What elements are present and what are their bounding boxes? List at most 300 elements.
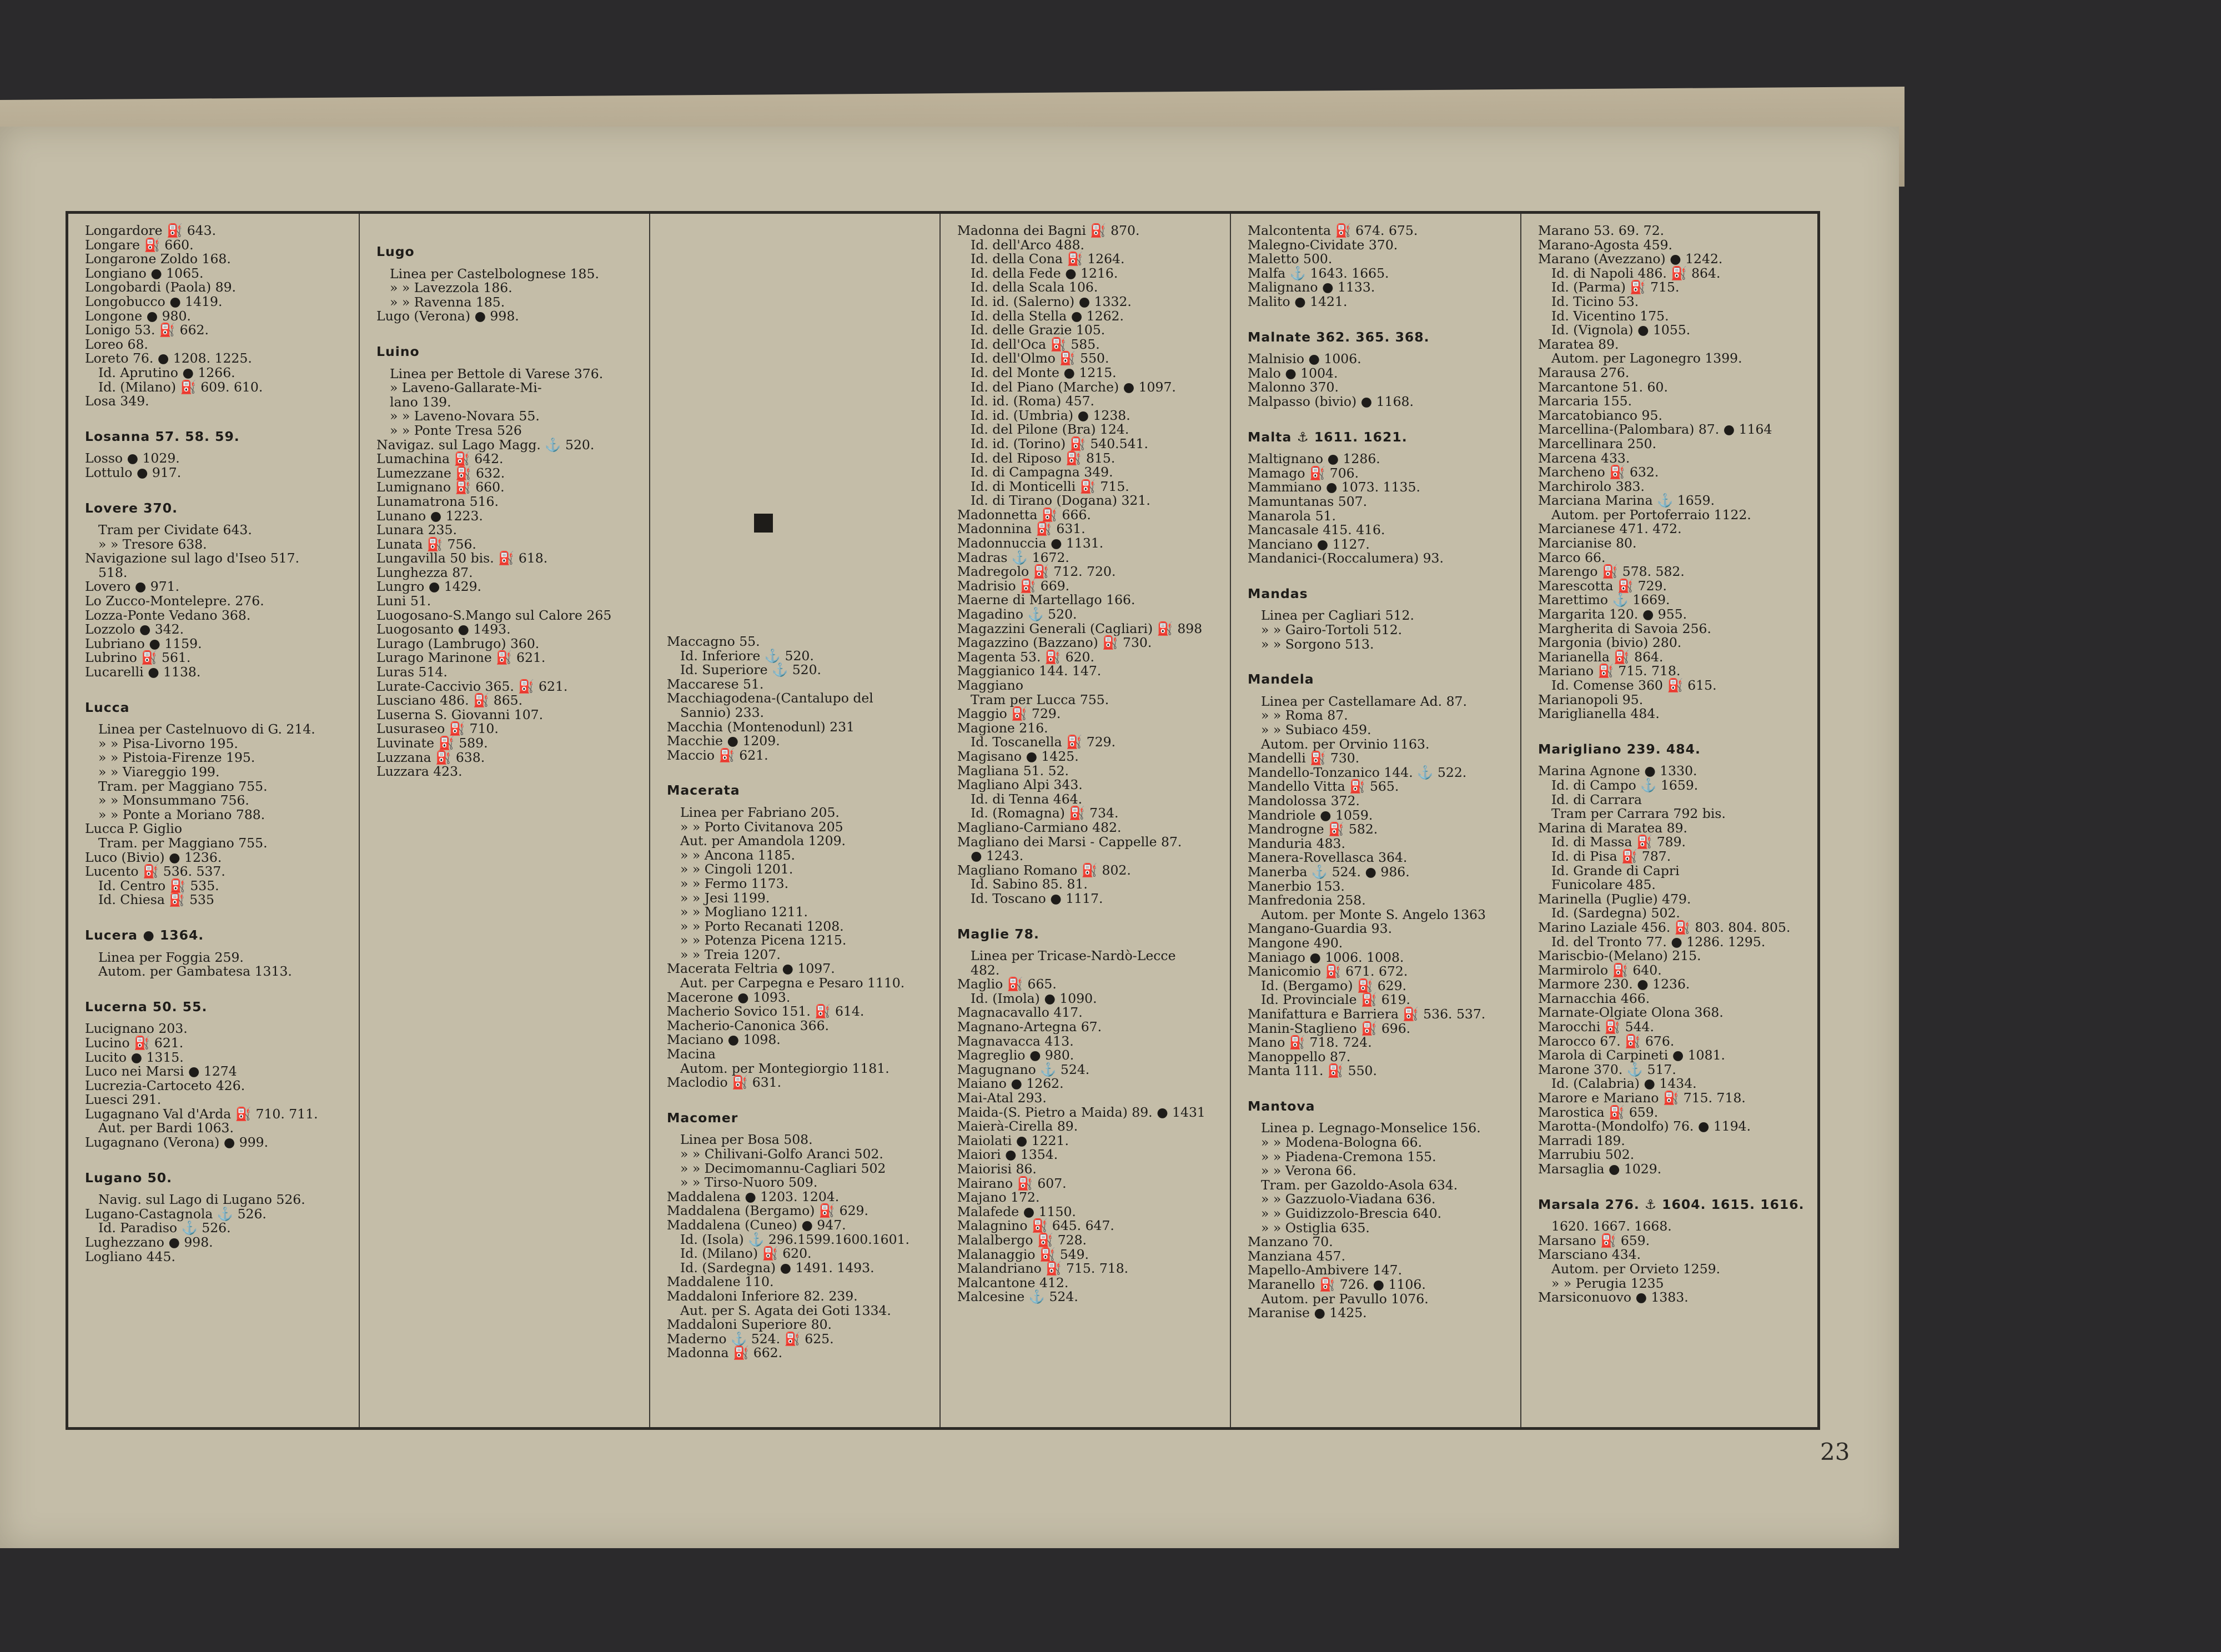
- index-entry: » » Jesi 1199.: [680, 890, 770, 906]
- index-entry: Id. del Pilone (Bra) 124.: [971, 421, 1129, 438]
- index-heading: Mandas: [1248, 585, 1308, 601]
- index-entry: Id. Toscanella ⛽ 729.: [971, 734, 1116, 750]
- index-entry: Linea p. Legnago-Monselice 156.: [1261, 1120, 1481, 1136]
- index-entry: Logliano 445.: [85, 1248, 175, 1264]
- index-entry: Marengo ⛽ 578. 582.: [1538, 564, 1685, 580]
- index-entry: Marcantone 51. 60.: [1538, 379, 1668, 395]
- index-entry: Lottulo ● 917.: [85, 464, 182, 480]
- index-entry: Maddaloni Superiore 80.: [667, 1317, 832, 1333]
- index-entry: Mamuntanas 507.: [1248, 493, 1368, 509]
- index-entry: Magliano Alpi 343.: [957, 777, 1083, 793]
- index-entry: Maiorisi 86.: [957, 1161, 1037, 1177]
- index-entry: Id. Grande di Capri: [1551, 862, 1680, 878]
- index-entry: Losa 349.: [85, 393, 149, 409]
- index-entry: Lunano ● 1223.: [376, 508, 483, 524]
- index-entry: Linea per Fabriano 205.: [680, 804, 840, 820]
- index-entry: Lusuraseo ⛽ 710.: [376, 721, 499, 737]
- index-entry: Luesci 291.: [85, 1092, 162, 1108]
- index-entry: Macchiagodena-(Cantalupo del: [667, 690, 873, 706]
- index-entry: Maggiano: [957, 677, 1023, 693]
- index-entry: Maerne di Martellago 166.: [957, 592, 1135, 608]
- index-entry: Id. Comense 360 ⛽ 615.: [1551, 677, 1717, 693]
- index-entry: Id. della Scala 106.: [971, 279, 1098, 295]
- index-column-1: [68, 214, 359, 1427]
- index-entry: » » Viareggio 199.: [98, 764, 220, 780]
- index-entry: » » Lavezzola 186.: [390, 280, 512, 296]
- index-entry: Longobardi (Paola) 89.: [85, 279, 237, 295]
- index-entry: Macchia (Montenodunl) 231: [667, 719, 855, 735]
- index-entry: Marotta-(Mondolfo) 76. ● 1194.: [1538, 1118, 1751, 1134]
- index-entry: Id. (Sardegna) 502.: [1551, 905, 1680, 921]
- index-entry: Id. Toscano ● 1117.: [971, 890, 1103, 906]
- index-column-4: [939, 214, 1230, 1427]
- index-entry: Lucino ⛽ 621.: [85, 1035, 184, 1051]
- index-entry: » » Cingoli 1201.: [680, 861, 793, 877]
- index-entry: Id. Provinciale ⛽ 619.: [1261, 992, 1411, 1008]
- index-entry: Magazzino (Bazzano) ⛽ 730.: [957, 635, 1152, 651]
- index-entry: Maranise ● 1425.: [1248, 1305, 1367, 1321]
- index-heading: Lovere 370.: [85, 500, 178, 516]
- index-entry: Maddaloni Inferiore 82. 239.: [667, 1288, 858, 1304]
- index-entry: Lucca P. Giglio: [85, 821, 183, 837]
- index-entry: Maciano ● 1098.: [667, 1032, 781, 1048]
- index-entry: Lucarelli ● 1138.: [85, 664, 201, 680]
- index-entry: Madrisio ⛽ 669.: [957, 578, 1070, 594]
- index-entry: Marnate-Olgiate Olona 368.: [1538, 1005, 1723, 1021]
- index-entry: Longare ⛽ 660.: [85, 237, 194, 253]
- index-entry: Macerata Feltria ● 1097.: [667, 961, 835, 977]
- index-entry: Maletto 500.: [1248, 251, 1333, 267]
- index-entry: » » Ponte Tresa 526: [390, 422, 522, 438]
- index-entry: Mariscbio-(Melano) 215.: [1538, 948, 1701, 964]
- index-entry: Manifattura e Barriera ⛽ 536. 537.: [1248, 1006, 1486, 1022]
- index-entry: Marmirolo ⛽ 640.: [1538, 962, 1662, 978]
- index-entry: Lunata ⛽ 756.: [376, 536, 476, 552]
- index-heading: Malta ⚓ 1611. 1621.: [1248, 429, 1408, 445]
- index-entry: Id. (Milano) ⛽ 620.: [680, 1246, 812, 1262]
- index-entry: Maddalena (Cuneo) ● 947.: [667, 1217, 846, 1233]
- index-entry: Magugnano ⚓ 524.: [957, 1061, 1090, 1077]
- index-entry: Malanaggio ⛽ 549.: [957, 1246, 1089, 1262]
- index-entry: Maratea 89.: [1538, 336, 1619, 352]
- index-entry: Marsaglia ● 1029.: [1538, 1161, 1662, 1177]
- index-entry: Linea per Castelnuovo di G. 214.: [98, 721, 315, 737]
- index-entry: Linea per Castelbolognese 185.: [390, 265, 599, 282]
- index-entry: Maclodio ⛽ 631.: [667, 1074, 782, 1091]
- index-entry: Manarola 51.: [1248, 508, 1336, 524]
- index-entry: Luzzana ⛽ 638.: [376, 749, 485, 765]
- index-entry: Lunara 235.: [376, 522, 457, 538]
- index-entry: Malcesine ⚓ 524.: [957, 1289, 1078, 1305]
- index-entry: Lonigo 53. ⛽ 662.: [85, 322, 209, 338]
- index-entry: Marola di Carpineti ● 1081.: [1538, 1047, 1725, 1063]
- index-entry: Lurago Marinone ⛽ 621.: [376, 650, 546, 666]
- index-entry: Maddalene 110.: [667, 1274, 774, 1290]
- index-entry: Maddalena ● 1203. 1204.: [667, 1188, 840, 1204]
- index-entry: Linea per Tricase-Nardò-Lecce: [971, 948, 1176, 964]
- index-entry: Malnisio ● 1006.: [1248, 351, 1361, 367]
- index-entry: Autom. per Portoferraio 1122.: [1551, 506, 1751, 523]
- index-entry: Maniago ● 1006. 1008.: [1248, 949, 1404, 965]
- index-entry: Id. Paradiso ⚓ 526.: [98, 1220, 231, 1236]
- index-entry: Lughezzano ● 998.: [85, 1234, 213, 1251]
- index-entry: » » Perugia 1235: [1551, 1275, 1664, 1291]
- index-entry: Maranello ⛽ 726. ● 1106.: [1248, 1277, 1426, 1292]
- index-heading: Lucca: [85, 699, 130, 715]
- index-entry: Marianopoli 95.: [1538, 691, 1644, 707]
- index-entry: Lucrezia-Cartoceto 426.: [85, 1077, 245, 1093]
- index-entry: » » Fermo 1173.: [680, 875, 789, 891]
- index-entry: Id. dell'Olmo ⛽ 550.: [971, 350, 1109, 366]
- index-entry: Lugano-Castagnola ⚓ 526.: [85, 1206, 267, 1222]
- index-entry: Mammiano ● 1073. 1135.: [1248, 479, 1420, 495]
- index-entry: Id. Inferiore ⚓ 520.: [680, 647, 814, 664]
- index-entry: Autom. per Pavullo 1076.: [1261, 1291, 1429, 1307]
- index-entry: Id. Vicentino 175.: [1551, 308, 1669, 324]
- index-entry: Id. di Napoli 486. ⛽ 864.: [1551, 265, 1721, 281]
- index-entry: Macerone ● 1093.: [667, 989, 791, 1005]
- index-entry: Id. dell'Arco 488.: [971, 237, 1085, 253]
- index-entry: Lucento ⛽ 536. 537.: [85, 863, 225, 880]
- index-heading: Maglie 78.: [957, 926, 1039, 942]
- index-entry: Linea per Cagliari 512.: [1261, 607, 1414, 624]
- index-entry: Longobucco ● 1419.: [85, 293, 223, 309]
- index-entry: Id. Centro ⛽ 535.: [98, 877, 219, 893]
- index-entry: Id. di Monticelli ⛽ 715.: [971, 478, 1129, 494]
- index-entry: Marcena 433.: [1538, 450, 1630, 466]
- index-entry: Aut. per Amandola 1209.: [680, 833, 846, 849]
- index-entry: Id. Chiesa ⛽ 535: [98, 892, 214, 908]
- index-entry: Id. dell'Oca ⛽ 585.: [971, 336, 1100, 352]
- index-entry: Luvinate ⛽ 589.: [376, 735, 488, 751]
- index-entry: Magnacavallo 417.: [957, 1005, 1083, 1021]
- index-entry: Luserna S. Giovanni 107.: [376, 706, 544, 722]
- index-entry: Id. (Isola) ⚓ 296.1599.1600.1601.: [680, 1231, 909, 1247]
- index-entry: Madonna dei Bagni ⛽ 870.: [957, 223, 1140, 238]
- index-entry: Marmore 230. ● 1236.: [1538, 976, 1690, 992]
- index-entry: » » Gazzuolo-Viadana 636.: [1261, 1191, 1436, 1207]
- index-entry: Maccio ⛽ 621.: [667, 747, 768, 763]
- index-entry: Marcellinara 250.: [1538, 435, 1657, 451]
- index-entry: Madonna ⛽ 662.: [667, 1345, 783, 1361]
- index-heading: Lucera ● 1364.: [85, 927, 204, 943]
- index-entry: Linea per Castellamare Ad. 87.: [1261, 693, 1467, 709]
- index-entry: Manera-Rovellasca 364.: [1248, 850, 1408, 866]
- index-entry: Autom. per Orvieto 1259.: [1551, 1261, 1721, 1277]
- index-entry: Maccarese 51.: [667, 676, 764, 692]
- index-entry: Madonnina ⛽ 631.: [957, 521, 1086, 537]
- index-entry: Id. (Parma) ⛽ 715.: [1551, 279, 1680, 295]
- index-entry: Manziana 457.: [1248, 1248, 1346, 1264]
- index-entry: Linea per Bosa 508.: [680, 1132, 813, 1148]
- index-entry: Luco nei Marsi ● 1274: [85, 1063, 237, 1079]
- index-heading: Lucerna 50. 55.: [85, 998, 208, 1015]
- index-entry: Marocchi ⛽ 544.: [1538, 1019, 1654, 1035]
- index-entry: Lo Zucco-Montelepre. 276.: [85, 593, 264, 609]
- index-entry: Id. del Riposo ⛽ 815.: [971, 450, 1115, 466]
- index-entry: » » Verona 66.: [1261, 1163, 1356, 1179]
- index-entry: Mamago ⛽ 706.: [1248, 465, 1359, 481]
- index-entry: Marcheno ⛽ 632.: [1538, 464, 1659, 480]
- index-entry: Navigaz. sul Lago Magg. ⚓ 520.: [376, 436, 595, 453]
- index-entry: Lozzolo ● 342.: [85, 621, 184, 637]
- index-entry: Manta 111. ⛽ 550.: [1248, 1063, 1377, 1079]
- index-entry: » » Porto Recanati 1208.: [680, 918, 844, 934]
- index-entry: » » Piadena-Cremona 155.: [1261, 1148, 1436, 1164]
- index-entry: Madonnuccia ● 1131.: [957, 535, 1104, 551]
- index-entry: Longone ● 980.: [85, 308, 191, 324]
- index-entry: Navig. sul Lago di Lugano 526.: [98, 1192, 305, 1208]
- index-entry: Id. di Carrara: [1551, 791, 1642, 807]
- index-entry: » » Subiaco 459.: [1261, 722, 1371, 738]
- index-entry: Marco 66.: [1538, 549, 1606, 565]
- index-entry: Marone 370. ⚓ 517.: [1538, 1061, 1676, 1077]
- index-entry: Maggio ⛽ 729.: [957, 706, 1061, 722]
- index-entry: Id. (Calabria) ● 1434.: [1551, 1076, 1697, 1092]
- index-entry: Marradi 189.: [1538, 1132, 1625, 1148]
- index-entry: Magnavacca 413.: [957, 1033, 1074, 1049]
- index-entry: Lurago (Lambrugo) 360.: [376, 635, 540, 651]
- index-entry: Magreglio ● 980.: [957, 1047, 1074, 1063]
- index-heading: Lugo: [376, 244, 415, 259]
- index-entry: » » Ancona 1185.: [680, 847, 796, 863]
- index-entry: Maddalena (Bergamo) ⛽ 629.: [667, 1203, 868, 1219]
- index-entry: Mangano-Guardia 93.: [1248, 921, 1393, 937]
- index-entry: Tram per Lucca 755.: [971, 691, 1109, 707]
- index-entry: Maiolati ● 1221.: [957, 1132, 1069, 1148]
- index-entry: Aut. per S. Agata dei Goti 1334.: [680, 1302, 891, 1318]
- index-entry: Luogosanto ● 1493.: [376, 621, 511, 637]
- index-entry: Manerba ⚓ 524. ● 986.: [1248, 863, 1410, 880]
- index-entry: » » Laveno-Novara 55.: [390, 408, 540, 424]
- index-entry: Mancasale 415. 416.: [1248, 522, 1385, 538]
- index-entry: Id. Aprutino ● 1266.: [98, 364, 235, 380]
- index-entry: Malpasso (bivio) ● 1168.: [1248, 393, 1414, 409]
- index-entry: Marescotta ⛽ 729.: [1538, 578, 1667, 594]
- index-entry: Tram. per Maggiano 755.: [98, 835, 268, 851]
- index-entry: Marchirolo 383.: [1538, 478, 1645, 494]
- index-entry: Manicomio ⛽ 671. 672.: [1248, 963, 1408, 980]
- index-entry: lano 139.: [390, 394, 451, 410]
- index-entry: Autom. per Gambatesa 1313.: [98, 963, 292, 980]
- index-entry: Marsiconuovo ● 1383.: [1538, 1289, 1689, 1305]
- index-entry: Malfa ⚓ 1643. 1665.: [1248, 265, 1389, 281]
- index-entry: Manoppello 87.: [1248, 1048, 1351, 1064]
- index-entry: » » Monsummano 756.: [98, 792, 249, 809]
- index-entry: Manciano ● 1127.: [1248, 536, 1370, 552]
- index-entry: » » Sorgono 513.: [1261, 636, 1374, 652]
- page-number: 23: [1820, 1438, 1850, 1465]
- index-entry: Autom. per Lagonegro 1399.: [1551, 350, 1742, 366]
- index-entry: Linea per Bettole di Varese 376.: [390, 365, 604, 381]
- index-entry: Macherio Sovico 151. ⛽ 614.: [667, 1003, 865, 1020]
- index-entry: Id. id. (Salerno) ● 1332.: [971, 293, 1132, 309]
- index-entry: » » Modena-Bologna 66.: [1261, 1134, 1423, 1151]
- index-entry: 482.: [971, 962, 1000, 978]
- index-entry: Mairano ⛽ 607.: [957, 1175, 1067, 1191]
- index-entry: Marocco 67. ⛽ 676.: [1538, 1033, 1675, 1049]
- index-entry: Aut. per Bardi 1063.: [98, 1120, 234, 1136]
- index-entry: Malafede ● 1150.: [957, 1203, 1076, 1219]
- index-entry: Malegno-Cividate 370.: [1248, 237, 1398, 253]
- index-entry: Lugo (Verona) ● 998.: [376, 308, 519, 324]
- index-entry: Marano (Avezzano) ● 1242.: [1538, 251, 1723, 267]
- index-entry: ● 1243.: [971, 848, 1024, 864]
- index-entry: » » Guidizzolo-Brescia 640.: [1261, 1206, 1442, 1222]
- index-entry: Lucito ● 1315.: [85, 1049, 184, 1065]
- index-entry: Marinella (Puglie) 479.: [1538, 891, 1691, 907]
- index-entry: Malcantone 412.: [957, 1274, 1069, 1291]
- index-entry: Id. del Piano (Marche) ● 1097.: [971, 379, 1176, 395]
- index-entry: Malonno 370.: [1248, 379, 1339, 395]
- index-entry: » Laveno-Gallarate-Mi-: [390, 380, 542, 396]
- index-entry: Lugagnano (Verona) ● 999.: [85, 1134, 269, 1151]
- index-entry: Marano-Agosta 459.: [1538, 237, 1673, 253]
- index-entry: Malcontenta ⛽ 674. 675.: [1248, 223, 1418, 238]
- index-entry: Id. Sabino 85. 81.: [971, 876, 1088, 892]
- index-entry: Id. (Vignola) ● 1055.: [1551, 322, 1691, 338]
- index-entry: Lugagnano Val d'Arda ⛽ 710. 711.: [85, 1106, 318, 1122]
- index-entry: Manzano 70.: [1248, 1234, 1333, 1250]
- index-entry: Maglio ⛽ 665.: [957, 976, 1057, 992]
- index-entry: Marsciano 434.: [1538, 1247, 1641, 1263]
- index-entry: Malo ● 1004.: [1248, 365, 1338, 381]
- index-entry: Maierà-Cirella 89.: [957, 1118, 1078, 1134]
- index-entry: Id. (Imola) ● 1090.: [971, 990, 1097, 1006]
- index-entry: » » Mogliano 1211.: [680, 904, 808, 920]
- index-entry: Id. id. (Umbria) ● 1238.: [971, 407, 1130, 423]
- index-entry: Macchie ● 1209.: [667, 733, 780, 749]
- index-entry: Aut. per Carpegna e Pesaro 1110.: [680, 975, 905, 991]
- index-entry: Id. (Milano) ⛽ 609. 610.: [98, 379, 263, 395]
- index-entry: Id. di Tenna 464.: [971, 791, 1083, 807]
- index-entry: Marciana Marina ⚓ 1659.: [1538, 493, 1715, 509]
- index-entry: Mariglianella 484.: [1538, 706, 1660, 722]
- index-column-5: [1230, 214, 1520, 1427]
- index-entry: » » Tresore 638.: [98, 536, 207, 552]
- index-entry: Maida-(S. Pietro a Maida) 89. ● 1431: [957, 1104, 1205, 1120]
- index-entry: Id. id. (Torino) ⛽ 540.541.: [971, 435, 1148, 451]
- index-entry: Maiano ● 1262.: [957, 1076, 1064, 1092]
- index-entry: 1620. 1667. 1668.: [1551, 1218, 1672, 1234]
- index-entry: Maccagno 55.: [667, 634, 760, 649]
- index-entry: Luras 514.: [376, 664, 448, 680]
- index-entry: Mandello Vitta ⛽ 565.: [1248, 779, 1399, 795]
- index-entry: Marettimo ⚓ 1669.: [1538, 592, 1670, 608]
- index-entry: Id. id. (Roma) 457.: [971, 393, 1095, 409]
- index-heading: Macomer: [667, 1109, 738, 1126]
- index-entry: 518.: [98, 564, 128, 580]
- index-entry: Lunamatrona 516.: [376, 493, 499, 509]
- index-entry: Malandriano ⛽ 715. 718.: [957, 1261, 1129, 1277]
- index-column-3: [649, 214, 939, 1427]
- index-entry: Lumignano ⛽ 660.: [376, 479, 505, 495]
- index-heading: Macerata: [667, 782, 740, 799]
- index-entry: Mapello-Ambivere 147.: [1248, 1262, 1403, 1278]
- index-entry: Marina Agnone ● 1330.: [1538, 763, 1697, 779]
- index-entry: » » Decimomannu-Cagliari 502: [680, 1160, 886, 1176]
- index-entry: » » Ostiglia 635.: [1261, 1219, 1370, 1236]
- index-entry: Magazzini Generali (Cagliari) ⛽ 898: [957, 620, 1203, 636]
- index-entry: » » Ponte a Moriano 788.: [98, 806, 265, 822]
- index-entry: Loreo 68.: [85, 336, 148, 352]
- index-entry: » » Chilivani-Golfo Aranci 502.: [680, 1146, 883, 1162]
- index-entry: Id. della Cona ⛽ 1264.: [971, 251, 1125, 267]
- index-entry: Marina di Maratea 89.: [1538, 820, 1687, 836]
- index-entry: Marianella ⛽ 864.: [1538, 649, 1664, 665]
- index-entry: Lungavilla 50 bis. ⛽ 618.: [376, 550, 548, 566]
- index-entry: Macherio-Canonica 366.: [667, 1017, 830, 1033]
- index-entry: Luzzara 423.: [376, 764, 463, 780]
- index-entry: » » Treia 1207.: [680, 946, 781, 962]
- index-entry: Manerbio 153.: [1248, 878, 1345, 894]
- index-entry: Mandrogne ⛽ 582.: [1248, 821, 1378, 837]
- index-heading: Mandela: [1248, 671, 1314, 687]
- index-entry: Luogosano-S.Mango sul Calore 265: [376, 607, 612, 623]
- index-entry: Lungro ● 1429.: [376, 579, 482, 595]
- index-entry: Marcatobianco 95.: [1538, 407, 1662, 423]
- index-entry: Id. (Sardegna) ● 1491. 1493.: [680, 1259, 875, 1276]
- index-entry: Marnacchia 466.: [1538, 990, 1650, 1006]
- index-entry: Mandolossa 372.: [1248, 793, 1360, 809]
- index-entry: Mano ⛽ 718. 724.: [1248, 1035, 1372, 1051]
- index-entry: Maggianico 144. 147.: [957, 663, 1102, 679]
- index-entry: Magenta 53. ⛽ 620.: [957, 649, 1094, 665]
- index-entry: Id. della Stella ● 1262.: [971, 308, 1124, 324]
- index-entry: Maiori ● 1354.: [957, 1147, 1058, 1163]
- index-entry: Id. di Pisa ⛽ 787.: [1551, 848, 1671, 864]
- index-entry: Lozza-Ponte Vedano 368.: [85, 607, 251, 623]
- index-entry: Loreto 76. ● 1208. 1225.: [85, 350, 252, 366]
- index-entry: Id. di Tirano (Dogana) 321.: [971, 493, 1150, 509]
- index-entry: Macina: [667, 1046, 716, 1062]
- index-entry: Mandelli ⛽ 730.: [1248, 750, 1360, 766]
- index-entry: Id. del Tronto 77. ● 1286. 1295.: [1551, 933, 1766, 950]
- index-heading: Lugano 50.: [85, 1169, 173, 1186]
- index-entry: Lurate-Caccivio 365. ⛽ 621.: [376, 678, 568, 694]
- index-entry: Manfredonia 258.: [1248, 892, 1366, 908]
- index-entry: Sannio) 233.: [680, 704, 765, 720]
- index-heading: Marsala 276. ⚓ 1604. 1615. 1616.: [1538, 1196, 1805, 1212]
- index-entry: Id. delle Grazie 105.: [971, 322, 1106, 338]
- index-entry: » » Gairo-Tortoli 512.: [1261, 622, 1403, 638]
- index-entry: Lumachina ⛽ 642.: [376, 451, 504, 467]
- index-entry: Mai-Atal 293.: [957, 1090, 1047, 1106]
- index-column-2: [359, 214, 649, 1427]
- index-entry: Marore e Mariano ⛽ 715. 718.: [1538, 1090, 1746, 1106]
- index-heading: Malnate 362. 365. 368.: [1248, 329, 1430, 345]
- index-entry: Magliano Romano ⛽ 802.: [957, 862, 1131, 878]
- index-entry: Marano 53. 69. 72.: [1538, 223, 1665, 238]
- index-entry: Lumezzane ⛽ 632.: [376, 465, 505, 481]
- index-entry: Mandriole ● 1059.: [1248, 807, 1373, 823]
- index-entry: Maltignano ● 1286.: [1248, 451, 1380, 467]
- index-entry: Margherita di Savoia 256.: [1538, 620, 1711, 636]
- index-entry: » » Tirso-Nuoro 509.: [680, 1174, 818, 1191]
- index-entry: Mandello-Tonzanico 144. ⚓ 522.: [1248, 764, 1467, 780]
- index-entry: Magliano-Carmiano 482.: [957, 819, 1122, 835]
- index-entry: Mangone 490.: [1248, 935, 1343, 951]
- index-entry: Magione 216.: [957, 720, 1048, 736]
- index-entry: Malignano ● 1133.: [1248, 279, 1375, 295]
- index-entry: Lovero ● 971.: [85, 579, 180, 595]
- index-entry: Marrubiu 502.: [1538, 1147, 1635, 1163]
- index-entry: Autom. per Monte S. Angelo 1363: [1261, 906, 1486, 922]
- section-letter-marker: [754, 514, 773, 533]
- index-entry: Tram. per Maggiano 755.: [98, 778, 268, 794]
- index-entry: » » Pisa-Livorno 195.: [98, 735, 238, 751]
- index-entry: Margonia (bivio) 280.: [1538, 635, 1682, 651]
